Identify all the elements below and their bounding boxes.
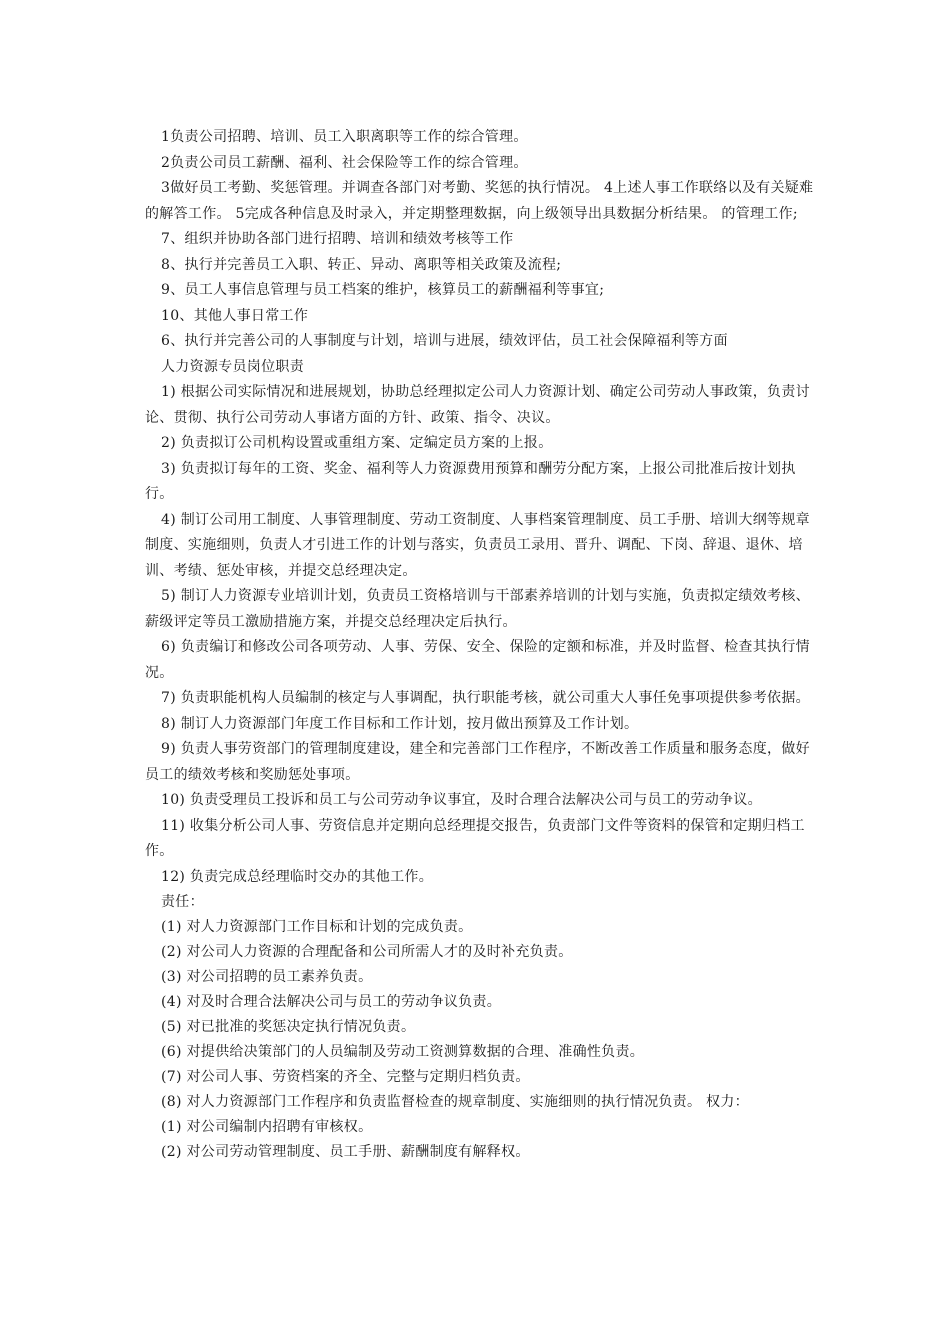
duty-6: 6) 负责编订和修改公司各项劳动、人事、劳保、安全、保险的定额和标准，并及时监督、检查其执行情况。 [145,639,810,681]
document-body [145,125,815,1165]
paragraph-10: 10、其他人事日常工作 [161,307,309,324]
responsibility-6: (6) 对提供给决策部门的人员编制及劳动工资测算数据的合理、准确性负责。 [161,1044,645,1060]
responsibility-4: (4) 对及时合理合法解决公司与员工的劳动争议负责。 [161,994,502,1010]
paragraph-8: 8、执行并完善员工入职、转正、异动、离职等相关政策及流程; [161,256,562,273]
duty-11: 11) 收集分析公司人事、劳资信息并定期向总经理提交报告，负责部门文件等资料的保管和定期归档工作。 [145,817,805,859]
authority-1: (1) 对公司编制内招聘有审核权。 [161,1119,373,1135]
paragraph-2: 2负责公司员工薪酬、福利、社会保险等工作的综合管理。 [161,154,528,171]
duty-2: 2) 负责拟订公司机构设置或重组方案、定编定员方案的上报。 [161,435,553,451]
responsibility-2: (2) 对公司人力资源的合理配备和公司所需人才的及时补充负责。 [161,944,573,960]
paragraph-1: 1负责公司招聘、培训、员工入职离职等工作的综合管理。 [161,129,528,145]
responsibility-5: (5) 对已批准的奖惩决定执行情况负责。 [161,1019,416,1035]
paragraph-9: 9、员工人事信息管理与员工档案的维护，核算员工的薪酬福利等事宜; [161,282,605,298]
duty-8: 8) 制订人力资源部门年度工作目标和工作计划，按月做出预算及工作计划。 [161,715,639,732]
responsibility-7: (7) 对公司人事、劳资档案的齐全、完整与定期归档负责。 [161,1069,530,1085]
paragraph-3: 3做好员工考勤、奖惩管理。并调查各部门对考勤、奖惩的执行情况。 4上述人事工作联络以及有关疑难的解答工作。 5完成各种信息及时录入，并定期整理数据，向上级领导出具数据分析结果。 的管理工作; [145,180,814,222]
duty-7: 7) 负责职能机构人员编制的核定与人事调配，执行职能考核，就公司重大人事任免事项提供参考依据。 [161,690,810,706]
duty-4: 4) 制订公司用工制度、人事管理制度、劳动工资制度、人事档案管理制度、员工手册、培训大纲等规章制度、实施细则，负责人才引进工作的计划与落实，负责员工录用、晋升、调配、下岗、辞退、退休、培训、考绩、惩处审核，并提交总经理决定。 [145,511,810,579]
duty-10: 10) 负责受理员工投诉和员工与公司劳动争议事宜，及时合理合法解决公司与员工的劳动争议。 [161,792,762,808]
duty-9: 9) 负责人事劳资部门的管理制度建设，建全和完善部门工作程序，不断改善工作质量和服务态度，做好员工的绩效考核和奖励惩处事项。 [145,741,810,783]
duty-1: 1) 根据公司实际情况和进展规划，协助总经理拟定公司人力资源计划、确定公司劳动人事政策，负责讨论、贯彻、执行公司劳动人事诸方面的方针、政策、指令、决议。 [145,384,810,426]
responsibility-8: (8) 对人力资源部门工作程序和负责监督检查的规章制度、实施细则的执行情况负责。 权力： [161,1094,749,1110]
paragraph-6: 6、执行并完善公司的人事制度与计划，培训与进展，绩效评估，员工社会保障福利等方面 [161,333,728,349]
duty-5: 5) 制订人力资源专业培训计划，负责员工资格培训与干部素养培训的计划与实施，负责拟定绩效考核、薪级评定等员工激励措施方案，并提交总经理决定后执行。 [145,588,810,630]
responsibility-1: (1) 对人力资源部门工作目标和计划的完成负责。 [161,919,473,935]
duty-12: 12) 负责完成总经理临时交办的其他工作。 [161,868,434,885]
responsibility-3: (3) 对公司招聘的员工素养负责。 [161,969,373,985]
section-heading-hr-specialist: 人力资源专员岗位职责 [161,358,304,375]
duty-3: 3) 负责拟订每年的工资、奖金、福利等人力资源费用预算和酬劳分配方案，上报公司批准后按计划执行。 [145,460,796,502]
authority-2: (2) 对公司劳动管理制度、员工手册、薪酬制度有解释权。 [161,1144,530,1160]
paragraph-7: 7、组织并协助各部门进行招聘、培训和绩效考核等工作 [161,231,514,247]
responsibility-heading: 责任： [161,894,204,910]
